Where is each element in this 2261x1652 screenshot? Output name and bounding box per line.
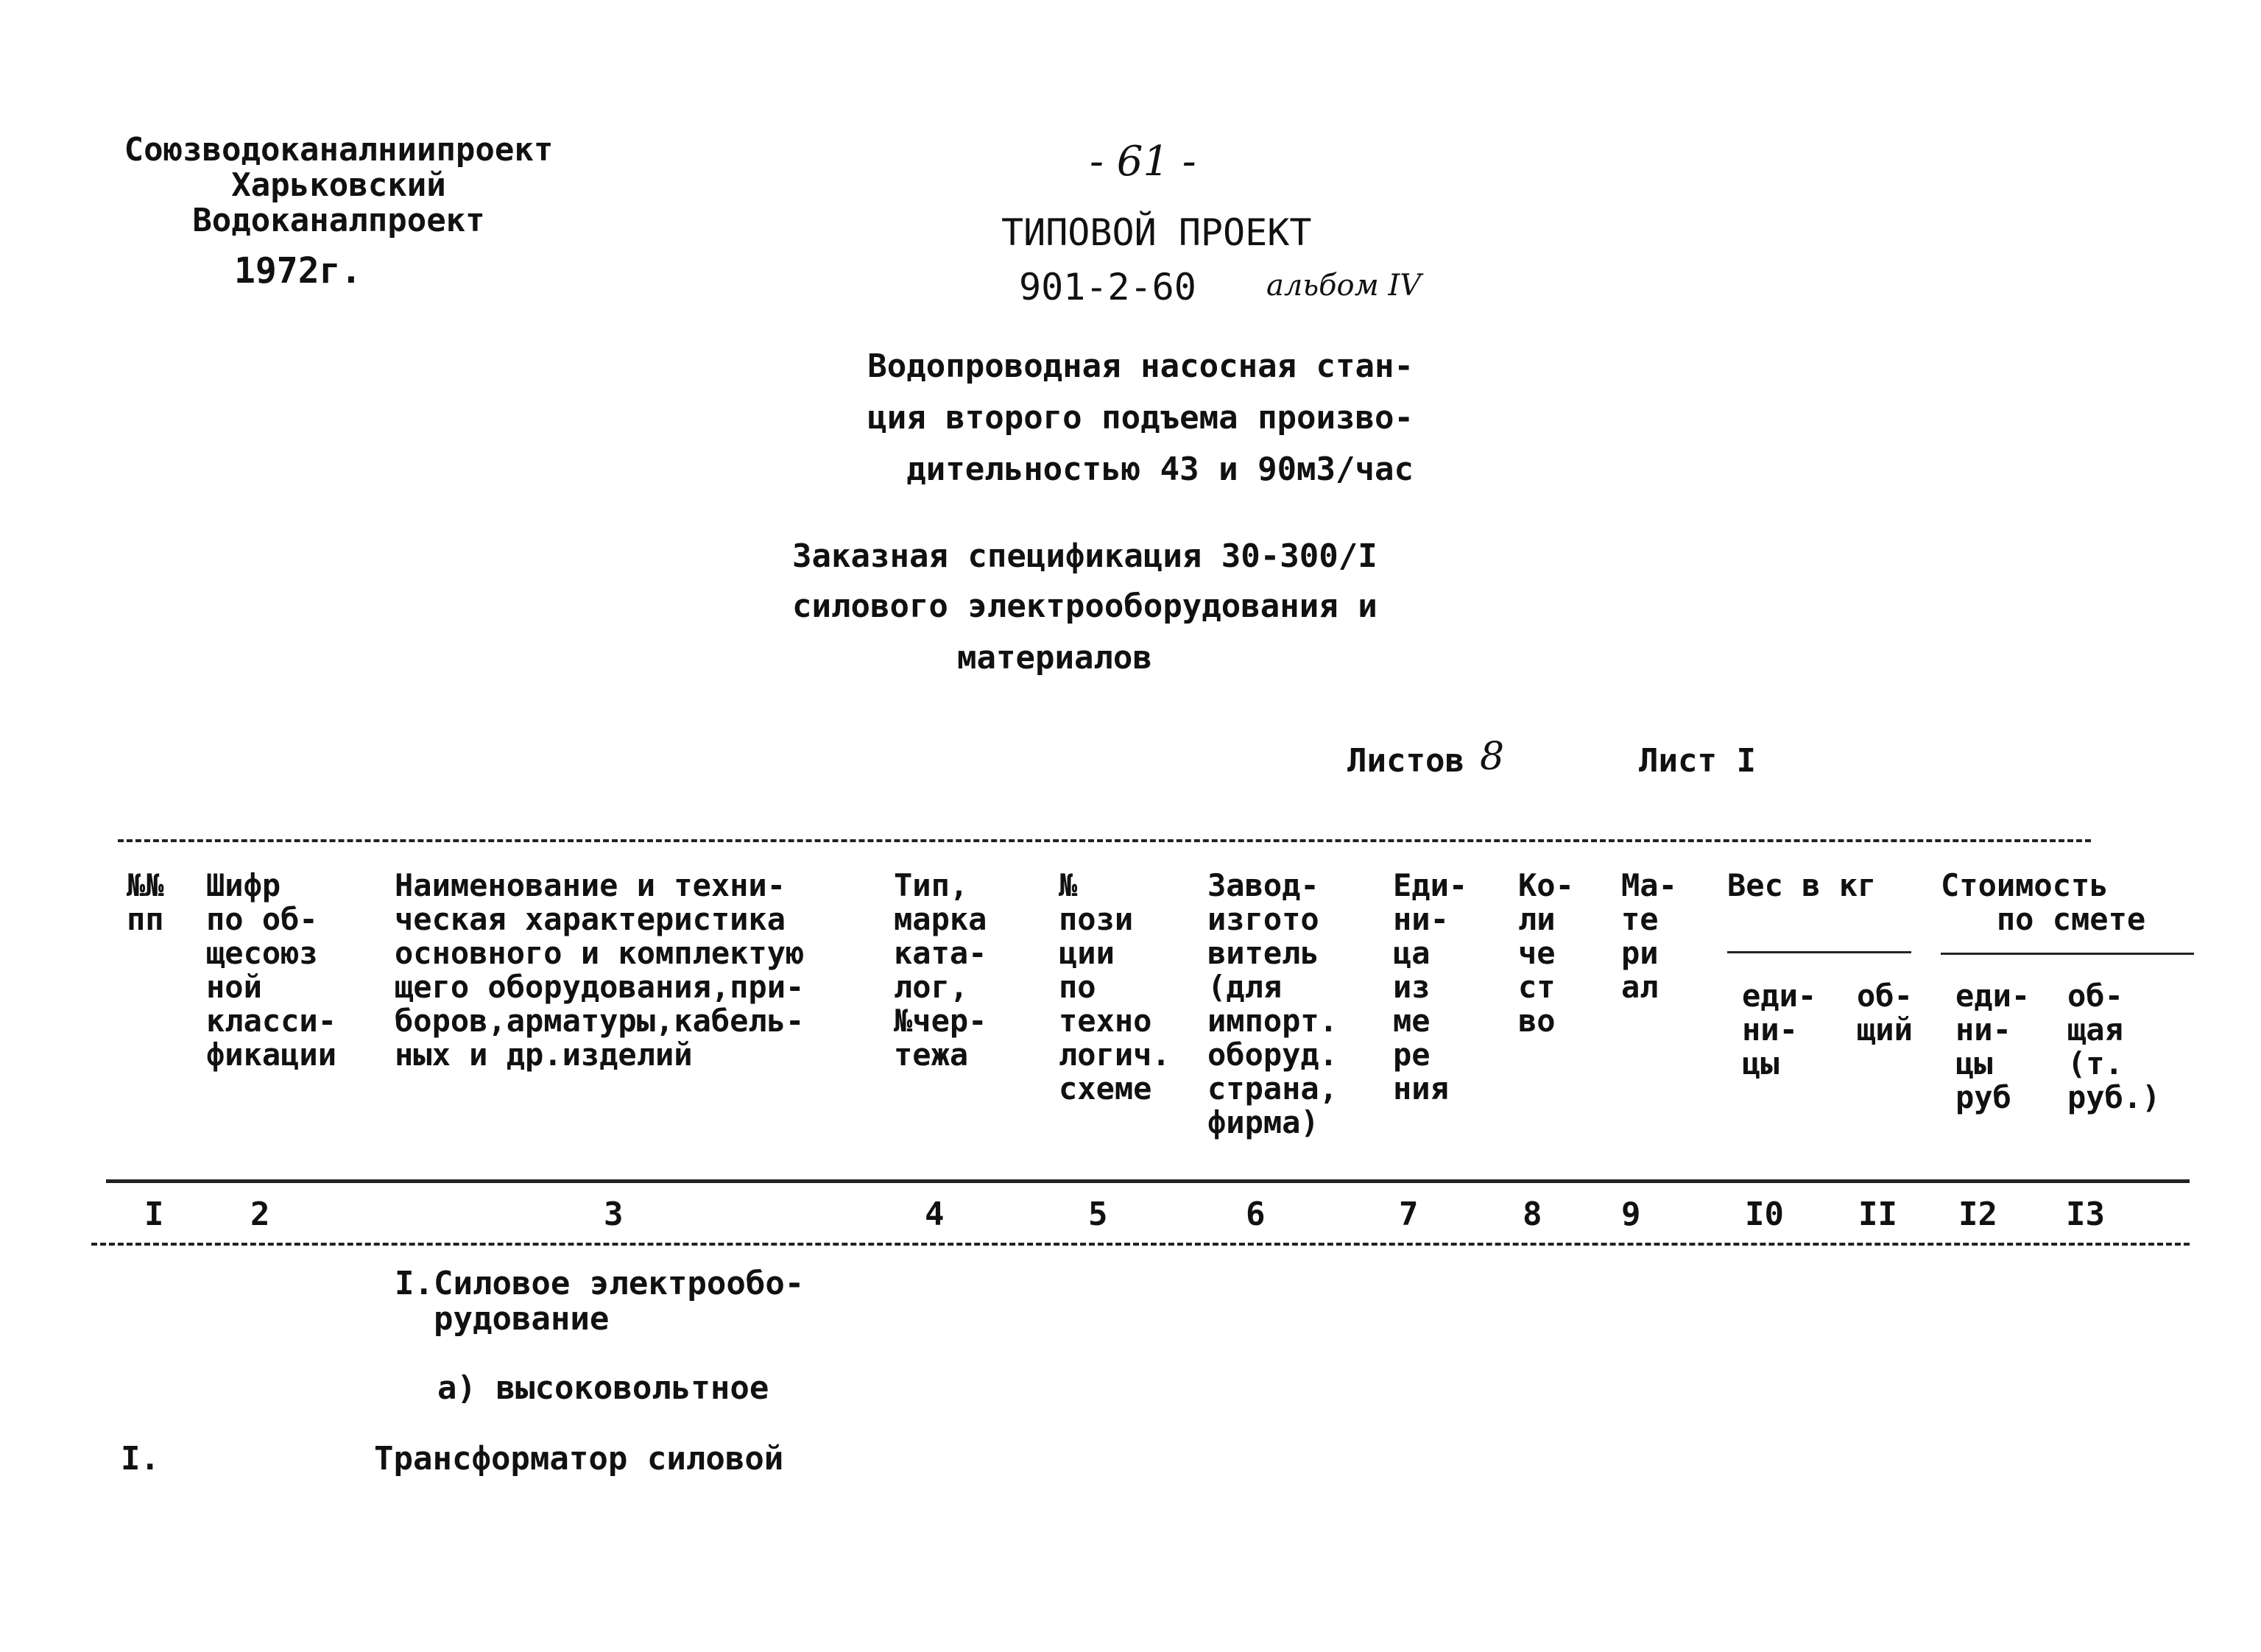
table-top-rule bbox=[118, 839, 2091, 842]
col-number-1: I bbox=[144, 1196, 164, 1233]
spec-line-3: материалов bbox=[957, 639, 1152, 677]
org-name-line-3: Водоканалпроект bbox=[192, 202, 485, 239]
col-header-2: Шифр по об- щесоюз ной класси- фикации bbox=[206, 867, 337, 1073]
spec-line-2: силового электрооборудования и bbox=[792, 587, 1378, 625]
project-code: 901-2-60 bbox=[1019, 266, 1196, 308]
col-header-3: Наименование и техни- ческая характеристика основного и комплектую щего оборудования,при- боров,арматуры,кабель- ных и др.изделий bbox=[395, 867, 805, 1073]
weight-group-header: Вес в кг bbox=[1727, 867, 1877, 903]
cost-group-header: Стоимость по смете bbox=[1941, 867, 2146, 937]
col-header-13: об- щая (т. руб.) bbox=[2067, 978, 2161, 1115]
sheets-label: Листов bbox=[1347, 742, 1464, 780]
subsection-heading: а) высоковольтное bbox=[437, 1369, 769, 1407]
cost-group-rule bbox=[1941, 953, 2194, 955]
col-header-6: Завод- изгото витель (для импорт. оборуд. страна, фирма) bbox=[1207, 867, 1338, 1140]
project-label: ТИПОВОЙ ПРОЕКТ bbox=[1001, 211, 1312, 254]
col-number-6: 6 bbox=[1246, 1196, 1266, 1233]
col-header-12: еди- ни- цы руб bbox=[1955, 978, 2031, 1115]
row-number: I. bbox=[121, 1440, 160, 1478]
col-number-12: I2 bbox=[1958, 1196, 1997, 1233]
sheets-count: 8 bbox=[1480, 735, 1505, 779]
col-number-11: II bbox=[1858, 1196, 1897, 1233]
col-header-10: еди- ни- цы bbox=[1742, 978, 1817, 1081]
col-header-5: № пози ции по техно логич. схеме bbox=[1059, 867, 1171, 1106]
col-number-9: 9 bbox=[1621, 1196, 1641, 1233]
org-year: 1972г. bbox=[234, 250, 362, 292]
org-name-line-2: Харьковский bbox=[231, 166, 446, 204]
col-number-13: I3 bbox=[2066, 1196, 2105, 1233]
row-item-text: Трансформатор силовой bbox=[374, 1440, 784, 1478]
col-header-8: Ко- ли че ст во bbox=[1518, 867, 1574, 1039]
title-line-2: ция второго подъема произво- bbox=[867, 399, 1414, 437]
number-row-bottom-rule bbox=[91, 1243, 2190, 1246]
col-header-11: об- щий bbox=[1857, 978, 1913, 1048]
spec-line-1: Заказная спецификация 30-300/I bbox=[792, 537, 1378, 575]
col-number-8: 8 bbox=[1523, 1196, 1542, 1233]
title-line-1: Водопроводная насосная стан- bbox=[867, 347, 1414, 385]
sheet-number: Лист I bbox=[1639, 742, 1756, 780]
col-number-3: 3 bbox=[604, 1196, 624, 1233]
header-bottom-rule bbox=[106, 1179, 2190, 1183]
col-header-4: Тип, марка ката- лог, №чер- тежа bbox=[894, 867, 987, 1073]
org-name-line-1: Союзводоканалниипроект bbox=[124, 131, 554, 169]
title-line-3: дительностью 43 и 90м3/час bbox=[906, 451, 1414, 488]
col-header-9: Ма- те ри ал bbox=[1621, 867, 1677, 1005]
album-note: альбом IV bbox=[1266, 269, 1422, 303]
col-number-4: 4 bbox=[925, 1196, 945, 1233]
col-number-5: 5 bbox=[1088, 1196, 1108, 1233]
col-number-7: 7 bbox=[1399, 1196, 1419, 1233]
col-header-1: №№ пп bbox=[127, 867, 164, 937]
weight-group-rule bbox=[1727, 951, 1911, 953]
col-header-7: Еди- ни- ца из ме ре ния bbox=[1393, 867, 1468, 1106]
col-number-10: I0 bbox=[1745, 1196, 1784, 1233]
section-heading: I.Силовое электрообо- рудование bbox=[395, 1265, 805, 1338]
col-number-2: 2 bbox=[250, 1196, 270, 1233]
page-number: - 61 - bbox=[1090, 138, 1196, 186]
